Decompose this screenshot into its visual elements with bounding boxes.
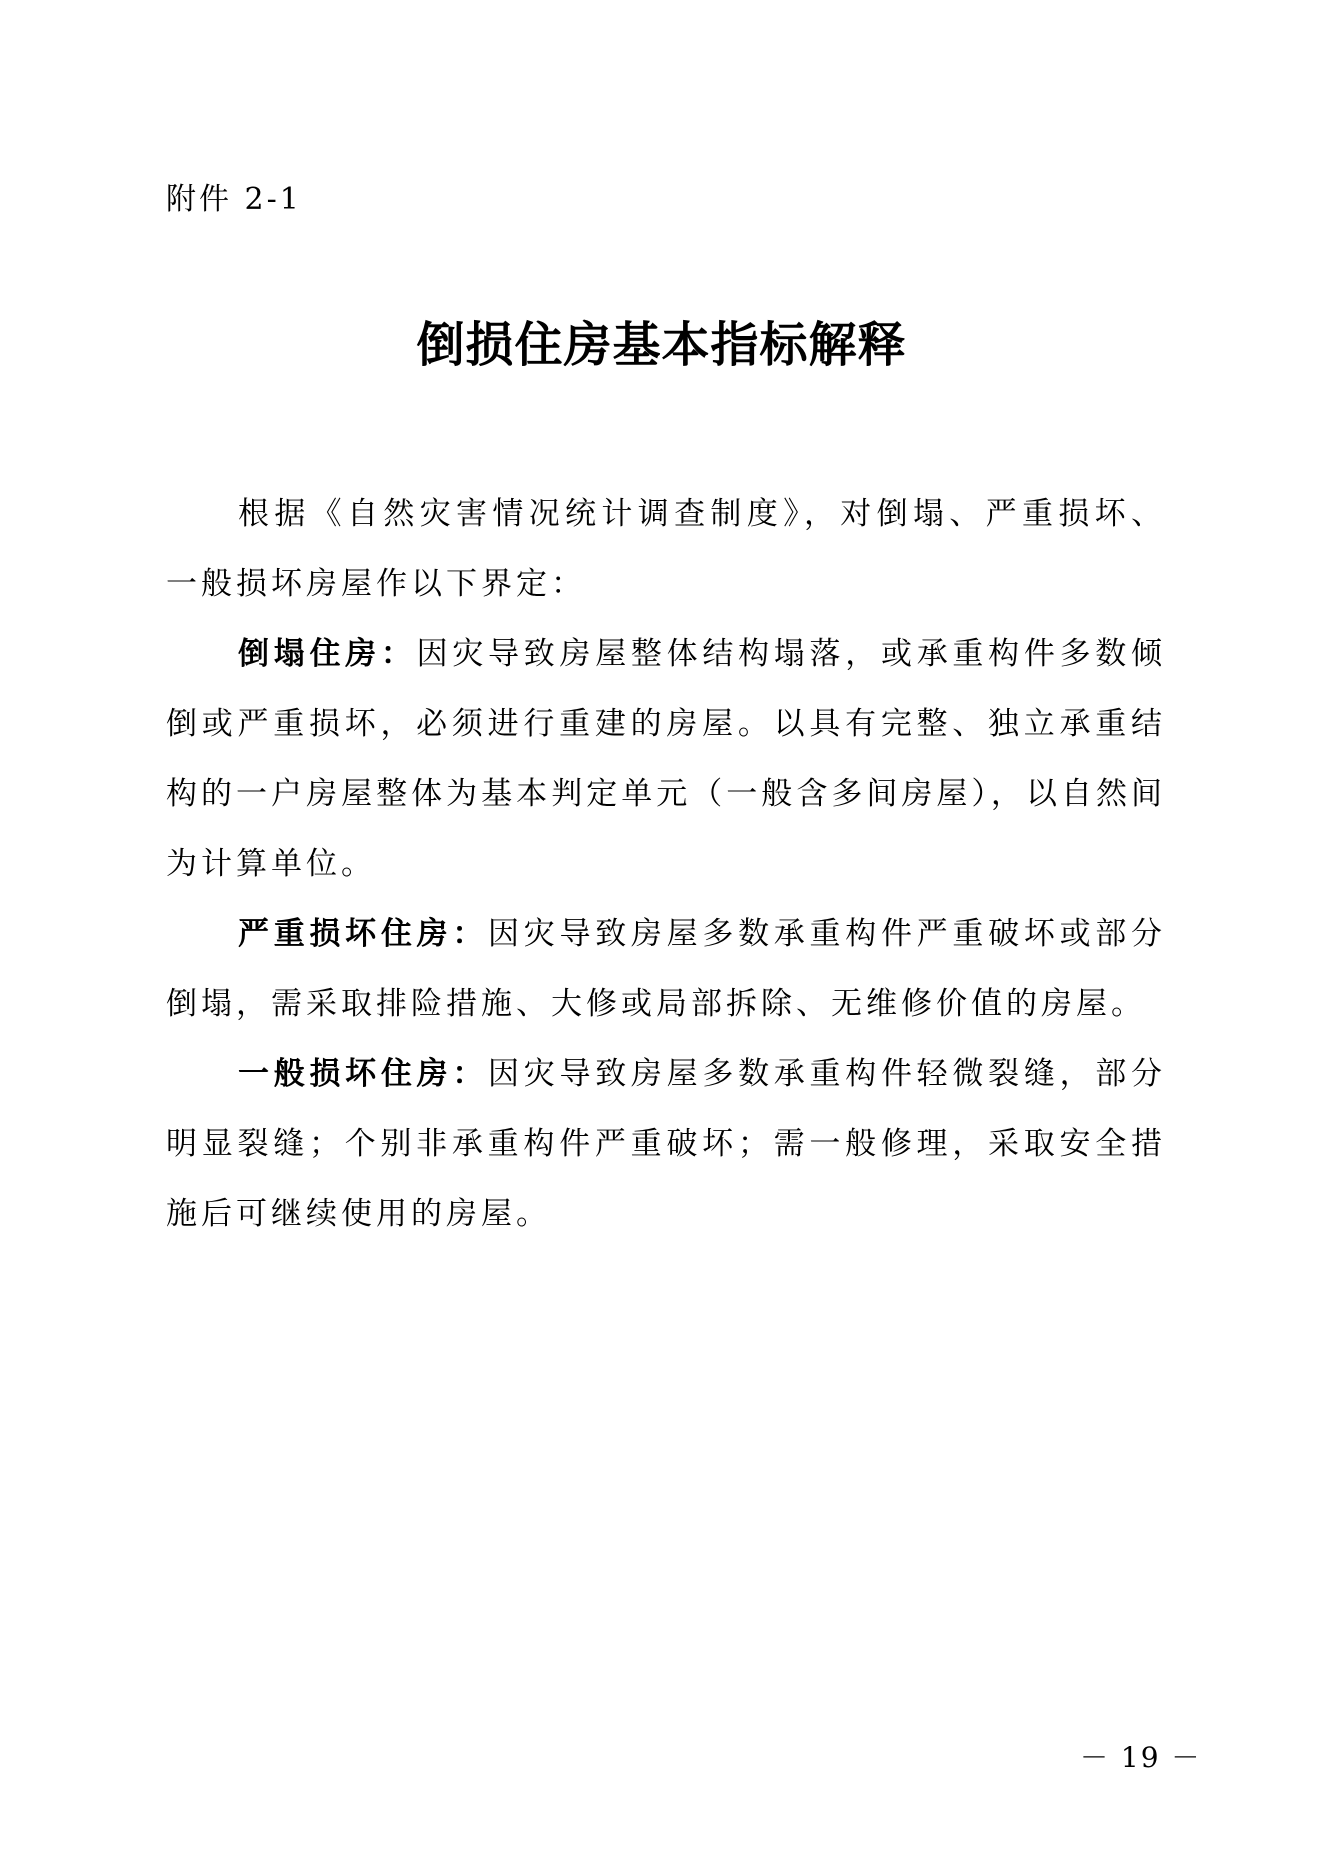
intro-paragraph: 根据《自然灾害情况统计调查制度》，对倒塌、严重损坏、一般损坏房屋作以下界定：: [166, 496, 1166, 602]
attachment-label: 附件 2-1: [166, 182, 302, 217]
document-title: 倒损住房基本指标解释: [416, 317, 907, 373]
definition-general-paragraph: [166, 1039, 1166, 1249]
definition-severe-paragraph: [166, 899, 1166, 1039]
definition-term-general: 一般损坏住房：: [238, 1056, 489, 1092]
definition-text-collapsed: 因灾导致房屋整体结构塌落，或承重构件多数倾倒或严重损坏，必须进行重建的房屋。以具有完整、独立承重结构的一户房屋整体为基本判定单元（一般含多间房屋），以自然间为计算单位。: [166, 636, 1167, 882]
document-body: [166, 479, 1166, 1249]
definition-collapsed-paragraph: [166, 619, 1166, 899]
definition-text-severe: 因灾导致房屋多数承重构件严重破坏或部分倒塌，需采取排险措施、大修或局部拆除、无维修价值的房屋。: [166, 916, 1167, 1022]
definition-term-collapsed: 倒塌住房：: [238, 636, 417, 672]
definition-term-severe: 严重损坏住房：: [238, 916, 489, 952]
page-number: － 19 －: [1080, 1741, 1202, 1774]
definition-text-general: 因灾导致房屋多数承重构件轻微裂缝，部分明显裂缝；个别非承重构件严重破坏；需一般修理，采取安全措施后可继续使用的房屋。: [166, 1056, 1167, 1232]
